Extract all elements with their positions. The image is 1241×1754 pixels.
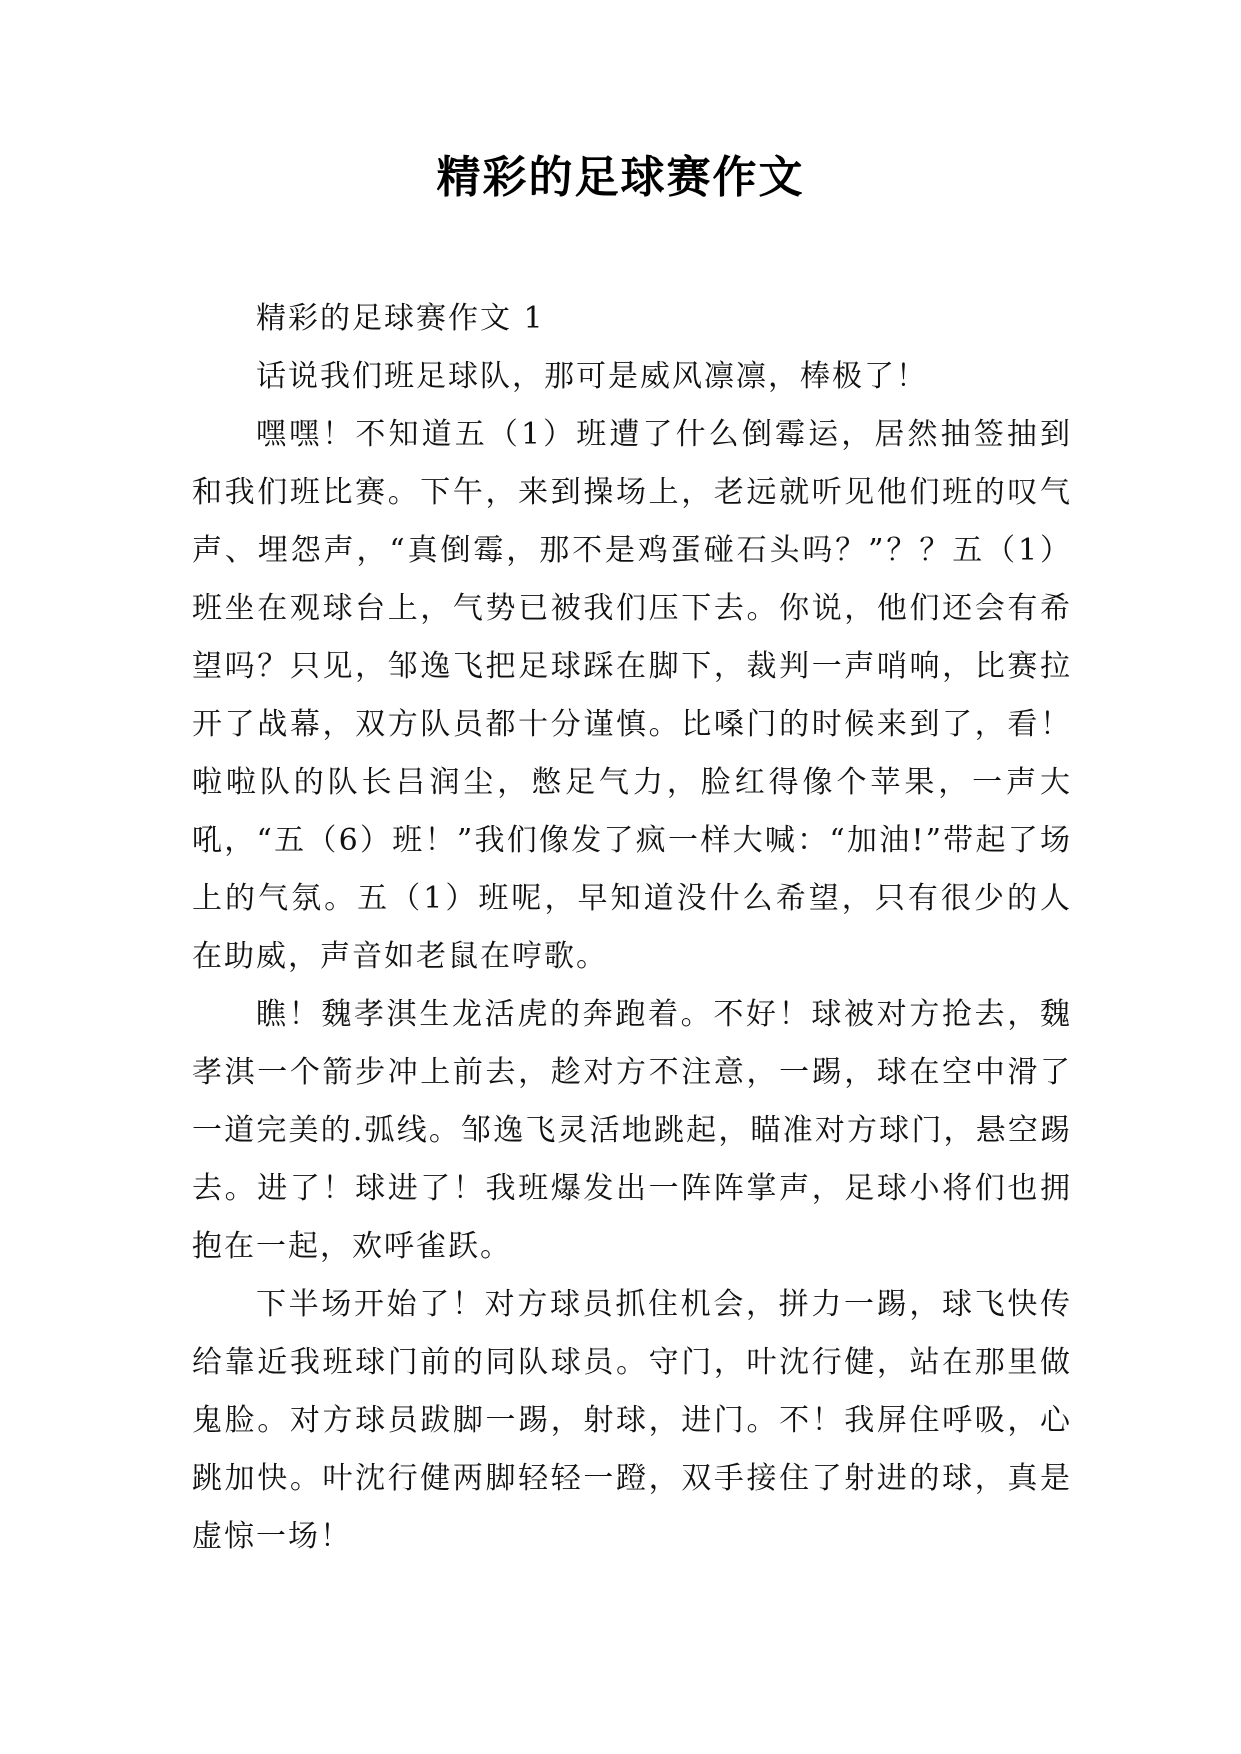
paragraph-4: 下半场开始了！对方球员抓住机会，拼力一踢，球飞快传给靠近我班球门前的同队球员。守门，叶沈行健，站在那里做鬼脸。对方球员跋脚一踢，射球，进门。不！我屏住呼吸，心跳加快。叶沈行健两脚轻轻一蹬，双手接住了射进的球，真是虚惊一场！ [192, 1287, 1072, 1554]
paragraph-2: 嘿嘿！不知道五（1）班遭了什么倒霉运，居然抽签抽到和我们班比赛。下午，来到操场上，老远就听见他们班的叹气声、埋怨声，“真倒霉，那不是鸡蛋碰石头吗？”？？五（1）班坐在观球台上，气势已被我们压下去。你说，他们还会有希望吗？只见，邹逸飞把足球踩在脚下，裁判一声哨响，比赛拉开了战幕，双方队员都十分谨慎。比嗓门的时候来到了，看！啦啦队的队长吕润尘，憋足气力，脸红得像个苹果，一声大吼，“五（6）班！”我们像发了疯一样大喊：“加油!”带起了场上的气氛。五（1）班呢，早知道没什么希望，只有很少的人在助威，声音如老鼠在哼歌。 [192, 417, 1072, 974]
paragraph-3: 瞧！魏孝淇生龙活虎的奔跑着。不好！球被对方抢去，魏孝淇一个箭步冲上前去，趁对方不注意，一踢，球在空中滑了一道完美的.弧线。邹逸飞灵活地跳起，瞄准对方球门，悬空踢去。进了！球进了！我班爆发出一阵阵掌声，足球小将们也拥抱在一起，欢呼雀跃。 [192, 997, 1072, 1264]
paragraph-1: 话说我们班足球队，那可是威风凛凛，棒极了！ [256, 359, 928, 394]
section-heading: 精彩的足球赛作文 1 [256, 301, 545, 336]
document-title: 精彩的足球赛作文 [436, 152, 805, 203]
document-body [192, 290, 1072, 1566]
